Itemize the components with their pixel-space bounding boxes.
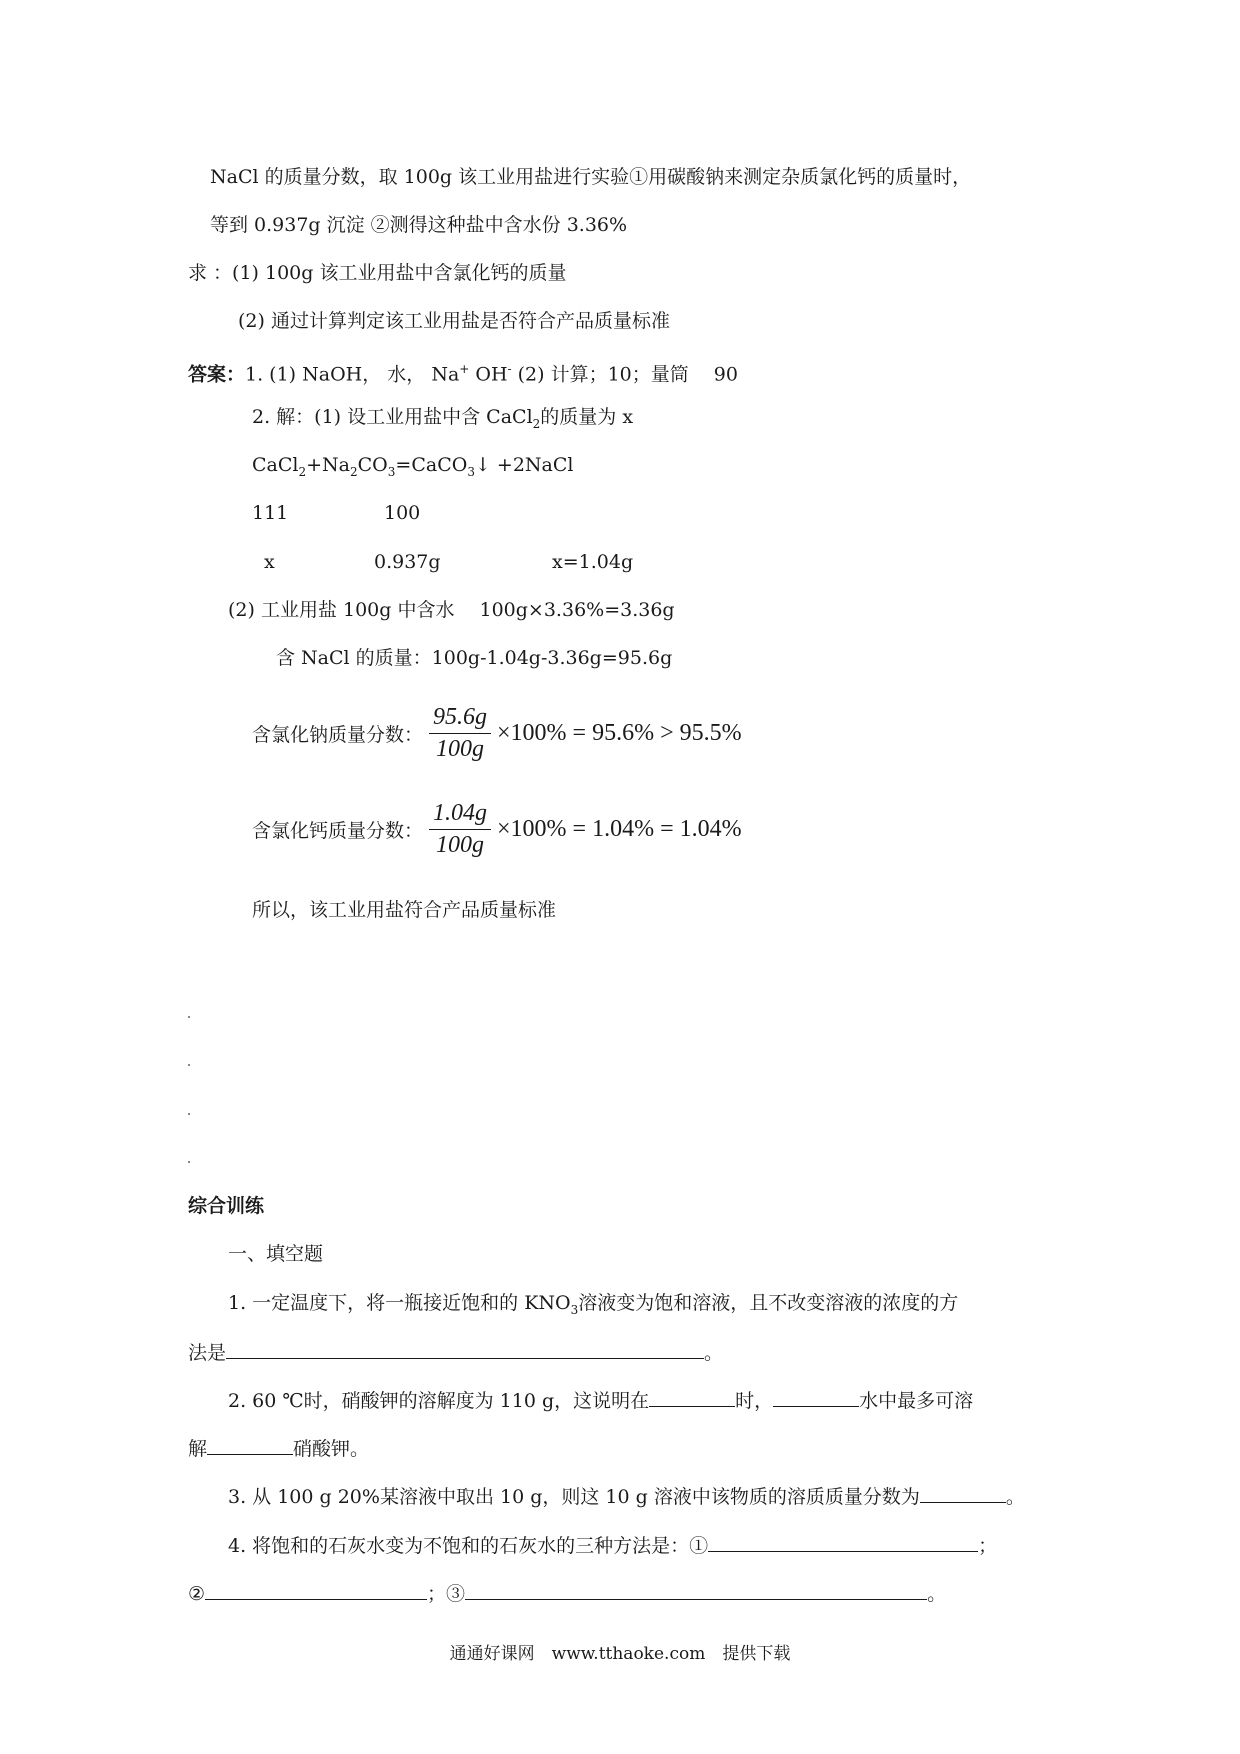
part2-nacl-mass: 含 NaCl 的质量：100g-1.04g-3.36g=95.6g bbox=[276, 647, 673, 669]
part2-water: (2) 工业用盐 100g 中含水 100g×3.36%=3.36g bbox=[228, 599, 675, 621]
x-result: x=1.04g bbox=[552, 551, 634, 573]
answer-blank[interactable] bbox=[649, 1386, 735, 1407]
section-heading: 综合训练 bbox=[188, 1195, 265, 1217]
question-4-line-1: 4. 将饱和的石灰水变为不饱和的石灰水的三种方法是：① ； bbox=[228, 1531, 997, 1559]
answer-label: 答案： bbox=[188, 363, 246, 386]
page-footer: 通通好课网 www.tthaoke.com 提供下载 bbox=[449, 1644, 791, 1664]
answer-blank[interactable] bbox=[708, 1531, 978, 1552]
problem-line-3: 求 ：(1) 100g 该工业用盐中含氯化钙的质量 bbox=[188, 262, 567, 284]
nacl-fraction: $\frac{95.6g}{100g}$ bbox=[429, 704, 491, 763]
molar-mass-1: 111 bbox=[252, 502, 289, 524]
conclusion: 所以，该工业用盐符合产品质量标准 bbox=[252, 899, 557, 921]
molar-mass-2: 100 bbox=[384, 502, 421, 524]
problem-line-1: NaCl 的质量分数，取 100g 该工业用盐进行实验①用碳酸钠来测定杂质氯化钙的质量时， bbox=[210, 166, 972, 188]
cacl2-fraction: $\frac{1.04g}{100g}$ bbox=[429, 800, 491, 859]
variable-x: x bbox=[264, 551, 275, 573]
cacl2-fraction-formula: 含氯化钙质量分数： $\frac{1.04g}{100g}$ ×100% = 1.04% = 1.04% bbox=[252, 800, 742, 858]
margin-mark bbox=[188, 1016, 190, 1018]
question-3: 3. 从 100 g 20%某溶液中取出 10 g，则这 10 g 溶液中该物质的溶质质量分数为 。 bbox=[228, 1482, 1025, 1510]
precipitate-mass: 0.937g bbox=[374, 551, 441, 573]
margin-mark bbox=[188, 1161, 190, 1163]
chemical-equation: $CaCl_2+Na_2CO_3=CaCO_3↓$ +2NaCl bbox=[252, 454, 574, 479]
answer-q1: 答案：1. (1) NaOH， 水， Na+ OH- (2) 计算；10；量筒 90 bbox=[188, 362, 738, 386]
margin-mark bbox=[188, 1064, 190, 1066]
answer-blank[interactable] bbox=[773, 1386, 859, 1407]
question-1-line-2: 法是 。 bbox=[188, 1338, 723, 1366]
answer-q2-intro: 2. 解：(1) 设工业用盐中含 CaCl$_2$的质量为 x bbox=[252, 406, 634, 431]
question-4-line-2: ② ；③ 。 bbox=[188, 1579, 946, 1607]
problem-line-2: 等到 0.937g 沉淀 ②测得这种盐中含水份 3.36% bbox=[210, 214, 628, 236]
nacl-fraction-formula: 含氯化钠质量分数： $\frac{95.6g}{100g}$ ×100% = 95.6% > 95.5% bbox=[252, 704, 742, 762]
answer-blank[interactable] bbox=[205, 1579, 427, 1600]
problem-line-4: (2) 通过计算判定该工业用盐是否符合产品质量标准 bbox=[238, 310, 670, 332]
answer-blank[interactable] bbox=[226, 1338, 704, 1359]
question-2-line-2: 解 硝酸钾。 bbox=[188, 1434, 369, 1462]
question-1-line-1: 1. 一定温度下，将一瓶接近饱和的 $KNO_3$溶液变为饱和溶液，且不改变溶液的浓度的方 bbox=[228, 1292, 959, 1317]
margin-mark bbox=[188, 1113, 190, 1115]
answer-blank[interactable] bbox=[465, 1579, 927, 1600]
fill-in-heading: 一、填空题 bbox=[228, 1243, 324, 1265]
answer-blank[interactable] bbox=[920, 1482, 1006, 1503]
answer-blank[interactable] bbox=[207, 1434, 293, 1455]
question-2-line-1: 2. 60 ℃时，硝酸钾的溶解度为 110 g，这说明在 时， 水中最多可溶 bbox=[228, 1386, 973, 1414]
